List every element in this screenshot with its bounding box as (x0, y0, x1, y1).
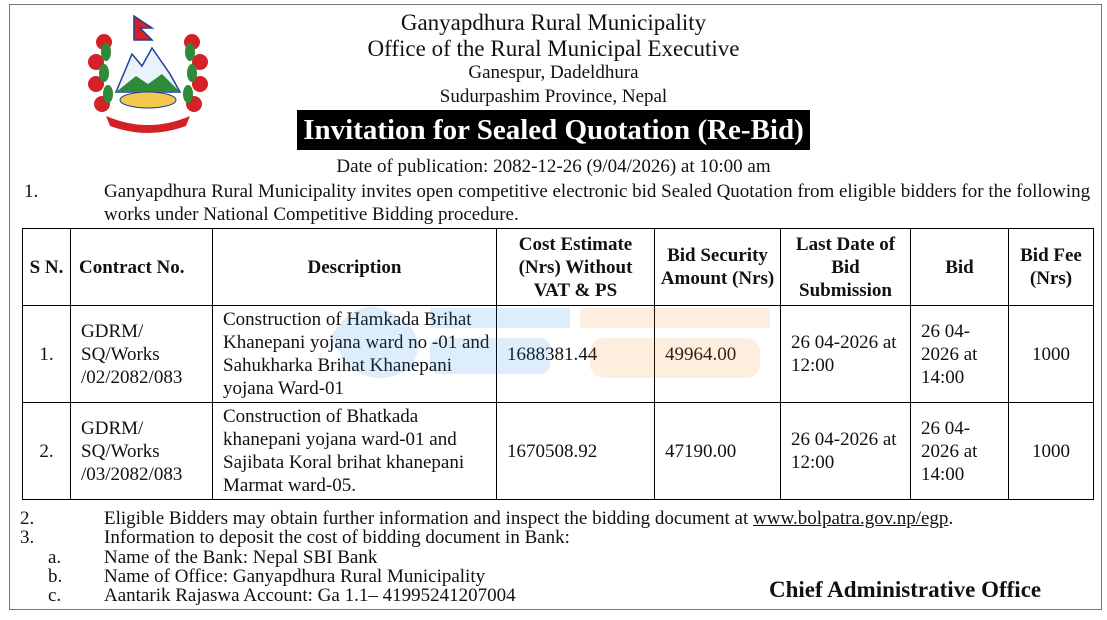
bolpatra-link[interactable]: www.bolpatra.gov.np/egp (753, 508, 949, 529)
account-number: Aantarik Rajaswa Account: Ga 1.1– 41995241207004 (104, 585, 516, 606)
office-name: Office of the Rural Municipal Executive (367, 36, 740, 61)
paragraph-1-text: Ganyapdhura Rural Municipality invites open competitive electronic bid Sealed Quotation from eligible bidders for the following works under National Competitive Bidding procedure. (104, 181, 1091, 225)
cell-bid: 26 04-2026 at 14:00 (911, 403, 1009, 500)
table-row (23, 403, 1094, 500)
signature-chief-office: Chief Administrative Office (769, 577, 1042, 602)
header-cost-estimate: Cost Estimate (Nrs) Without VAT & PS (497, 229, 655, 306)
header-bid-security: Bid Security Amount (Nrs) (655, 229, 781, 306)
paragraph-3-text: Information to deposit the cost of bidding document in Bank: (104, 527, 570, 548)
cell-sn: 1. (23, 306, 71, 403)
header-bid: Bid (911, 229, 1009, 306)
paragraph-2-end: . (948, 508, 954, 529)
header-sn: S N. (23, 229, 71, 306)
list-item-label: a. (48, 547, 62, 568)
list-item-label: b. (48, 566, 63, 587)
paragraph-3-number: 3. (20, 527, 35, 548)
header-last-date: Last Date of Bid Submission (781, 229, 911, 306)
notice-title: Invitation for Sealed Quotation (Re-Bid) (297, 110, 810, 150)
paragraph-1-number: 1. (24, 181, 39, 202)
works-table (22, 228, 1094, 500)
header-description: Description (213, 229, 497, 306)
table-row (23, 306, 1094, 403)
list-item-label: c. (48, 585, 62, 606)
municipality-name: Ganyapdhura Rural Municipality (400, 10, 707, 35)
cell-bid: 26 04-2026 at 14:00 (911, 306, 1009, 403)
cell-bid-security: 49964.00 (655, 306, 781, 403)
cell-last-date: 26 04-2026 at 12:00 (781, 403, 911, 500)
cell-contract-no: GDRM/ SQ/Works /02/2082/083 (71, 306, 213, 403)
bank-name: Name of the Bank: Nepal SBI Bank (104, 547, 378, 568)
cell-description: Construction of Bhatkada khanepani yojana ward-01 and Sajibata Koral brihat khanepani Marmat ward-05. (213, 403, 497, 500)
table-header-row (23, 229, 1094, 306)
address-line: Ganespur, Dadeldhura (468, 62, 639, 83)
office-name-item: Name of Office: Ganyapdhura Rural Municipality (104, 566, 486, 587)
cell-last-date: 26 04-2026 at 12:00 (781, 306, 911, 403)
cell-cost-estimate: 1670508.92 (497, 403, 655, 500)
header-contract-no: Contract No. (71, 229, 213, 306)
paragraph-2-number: 2. (20, 508, 35, 529)
paragraph-2-text: Eligible Bidders may obtain further information and inspect the bidding document at (104, 508, 754, 529)
province-line: Sudurpashim Province, Nepal (439, 86, 668, 107)
publication-date: Date of publication: 2082-12-26 (9/04/2026) at 10:00 am (336, 156, 771, 177)
cell-bid-security: 47190.00 (655, 403, 781, 500)
cell-bid-fee: 1000 (1009, 403, 1094, 500)
cell-sn: 2. (23, 403, 71, 500)
header-bid-fee: Bid Fee (Nrs) (1009, 229, 1094, 306)
cell-cost-estimate: 1688381.44 (497, 306, 655, 403)
cell-bid-fee: 1000 (1009, 306, 1094, 403)
cell-contract-no: GDRM/ SQ/Works /03/2082/083 (71, 403, 213, 500)
cell-description: Construction of Hamkada Brihat Khanepani yojana ward no -01 and Sahukharka Brihat Khanepani yojana Ward-01 (213, 306, 497, 403)
